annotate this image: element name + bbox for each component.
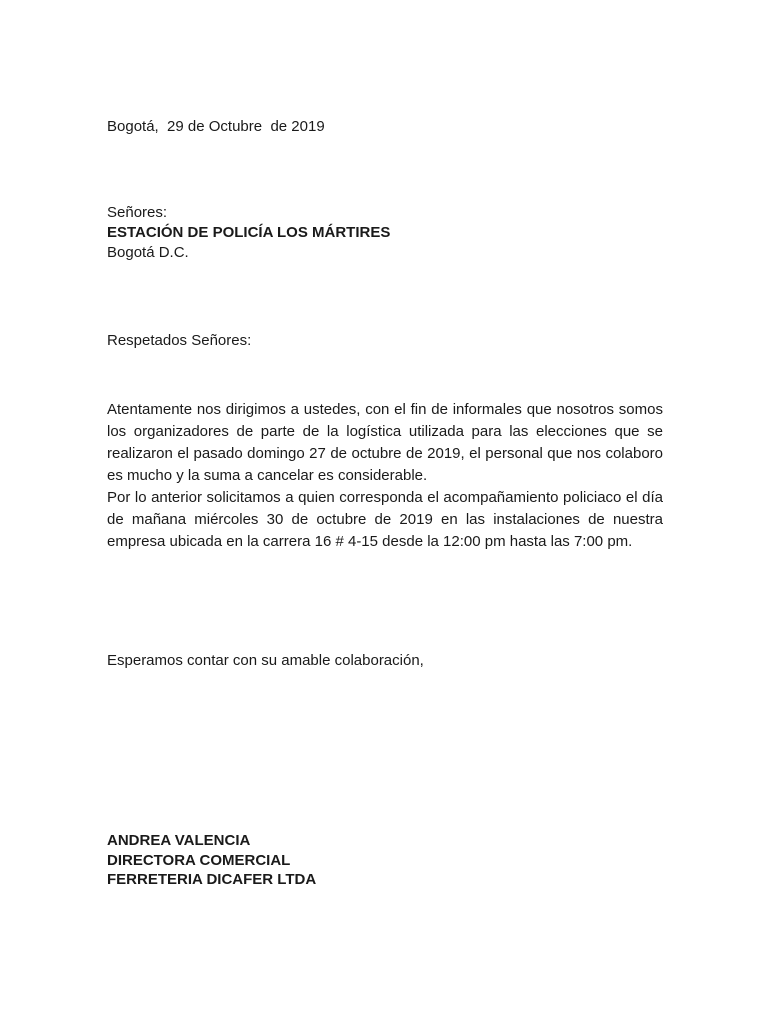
- letter-date: Bogotá, 29 de Octubre de 2019: [107, 118, 325, 135]
- letter-paragraph-2: Por lo anterior solicitamos a quien corresponda el acompañamiento policiaco el día de mañana miércoles 30 de octubre de 2019 en las instalaciones de nuestra empresa ubicada en la carrera 16 # 4-15 desde la 12:00 pm hasta las 7:00 pm.: [107, 489, 663, 550]
- letter-closing: Esperamos contar con su amable colaboración,: [107, 652, 424, 669]
- recipient-name: ESTACIÓN DE POLICÍA LOS MÁRTIRES: [107, 224, 391, 241]
- recipient-city: Bogotá D.C.: [107, 244, 189, 261]
- signature-block: [107, 831, 663, 890]
- letter-paragraph-1: Atentamente nos dirigimos a ustedes, con el fin de informales que nosotros somos los organizadores de parte de la logística utilizada para las elecciones que se realizaron el pasado domingo 27 de octubre de 2019, el personal que nos colaboro es mucho y la suma a cancelar es considerable.: [107, 401, 663, 484]
- signature-name: ANDREA VALENCIA: [107, 832, 251, 849]
- recipient-block: [107, 203, 663, 263]
- signature-title: DIRECTORA COMERCIAL: [107, 851, 291, 869]
- letter-greeting: Respetados Señores:: [107, 332, 252, 349]
- recipient-salutation: Señores:: [107, 204, 168, 221]
- signature-company: FERRETERIA DICAFER LTDA: [107, 871, 317, 888]
